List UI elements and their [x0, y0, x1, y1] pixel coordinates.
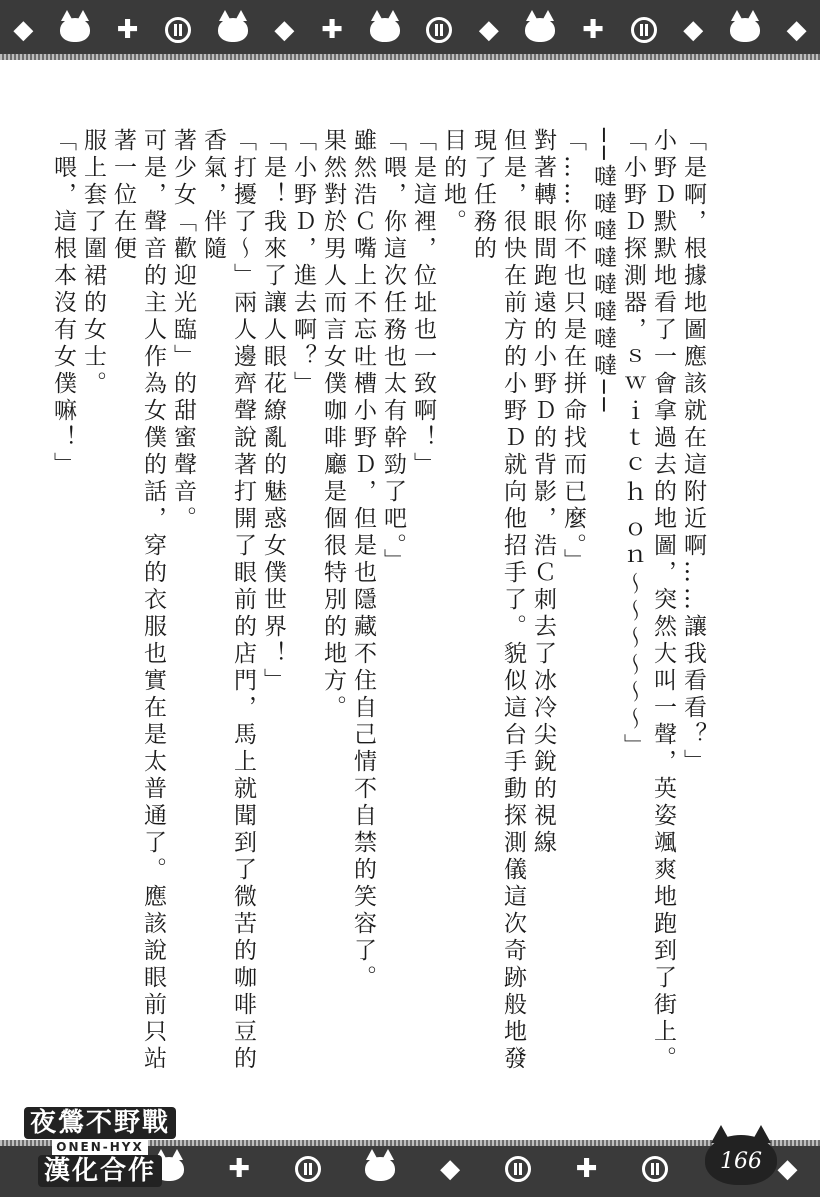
cat-icon	[730, 18, 760, 42]
page-number-badge	[705, 1125, 777, 1185]
clover-icon: ✚	[116, 15, 139, 45]
text-column: 「喂，這根本沒有女僕嘛！」	[50, 128, 76, 479]
logo-subtitle: ONEN-HYX	[52, 1139, 147, 1155]
diamond-icon: ◆	[786, 15, 807, 45]
ring-icon	[631, 17, 657, 43]
text-column: 「是啊，根據地圖應該就在這附近啊……讓我看看？」	[680, 128, 706, 776]
group-logo	[20, 1105, 180, 1189]
cat-icon	[365, 1157, 395, 1181]
text-column: 「……你不也只是在拼命找而已麼。」	[560, 128, 586, 576]
ring-icon	[642, 1156, 668, 1182]
ring-icon	[426, 17, 452, 43]
text-column: 「小野Ｄ探測器，ｓｗｉｔｃｈ ｏｎ～～～～～～」	[620, 128, 646, 761]
cat-icon	[218, 18, 248, 42]
text-column: 果然對於男人而言女僕咖啡廳是個很特別的地方。	[320, 128, 346, 722]
ring-icon	[165, 17, 191, 43]
text-column: 目的地。	[440, 128, 466, 236]
header-decorative-band	[0, 0, 820, 60]
text-column: 雖然浩Ｃ嘴上不忘吐槽小野Ｄ，但是也隱藏不住自己情不自禁的笑容了。	[350, 128, 376, 992]
cat-icon	[370, 18, 400, 42]
text-column: 「打擾了～」兩人邊齊聲說著打開了眼前的店門，馬上就聞到了微苦的咖啡豆的香氣，伴隨	[200, 128, 256, 1073]
diamond-icon: ◆	[683, 15, 704, 45]
cat-icon	[525, 18, 555, 42]
text-column: 「是！我來了讓人眼花繚亂的魅惑女僕世界！」	[260, 128, 286, 695]
text-column: 著少女「歡迎光臨」的甜蜜聲音。	[170, 128, 196, 533]
diamond-icon: ◆	[274, 15, 295, 45]
diamond-icon: ◆	[13, 15, 34, 45]
text-column: 可是，聲音的主人作為女僕的話，穿的衣服也實在是太普通了。應該說眼前只站著一位在便	[110, 128, 166, 1073]
text-column: 「是這裡，位址也一致啊！」	[410, 128, 436, 479]
text-column: 「喂，你這次任務也太有幹勁了吧。」	[380, 128, 406, 576]
logo-title: 夜鶯不野戰	[24, 1107, 176, 1139]
ring-icon	[505, 1156, 531, 1182]
text-column: ──噠噠噠噠噠噠噠噠──	[590, 128, 616, 416]
diamond-icon: ◆	[478, 15, 499, 45]
diamond-icon: ◆	[440, 1153, 461, 1184]
text-column: 「小野Ｄ，進去啊？」	[290, 128, 316, 398]
clover-icon: ✚	[575, 1153, 598, 1184]
text-column: 服上套了圍裙的女士。	[80, 128, 106, 398]
text-column: 對著轉眼間跑遠的小野Ｄ的背影，浩Ｃ刺去了冰冷尖銳的視線	[530, 128, 556, 857]
text-column: 但是，很快在前方的小野Ｄ就向他招手了。貌似這台手動探測儀這次奇跡般地發現了任務的	[470, 128, 526, 1073]
text-column: 小野Ｄ默默地看了一會拿過去的地圖，突然大叫一聲，英姿颯爽地跑到了街上。	[650, 128, 676, 1073]
clover-icon: ✚	[582, 15, 604, 45]
border-stripe	[0, 54, 820, 60]
diamond-icon: ◆	[777, 1153, 798, 1184]
clover-icon: ✚	[321, 15, 343, 45]
cat-icon	[60, 18, 90, 42]
page-number: 166	[720, 1149, 762, 1174]
vertical-text-body	[50, 128, 708, 1088]
clover-icon: ✚	[228, 1153, 251, 1184]
logo-footer: 漢化合作	[38, 1155, 162, 1187]
ring-icon	[295, 1156, 321, 1182]
